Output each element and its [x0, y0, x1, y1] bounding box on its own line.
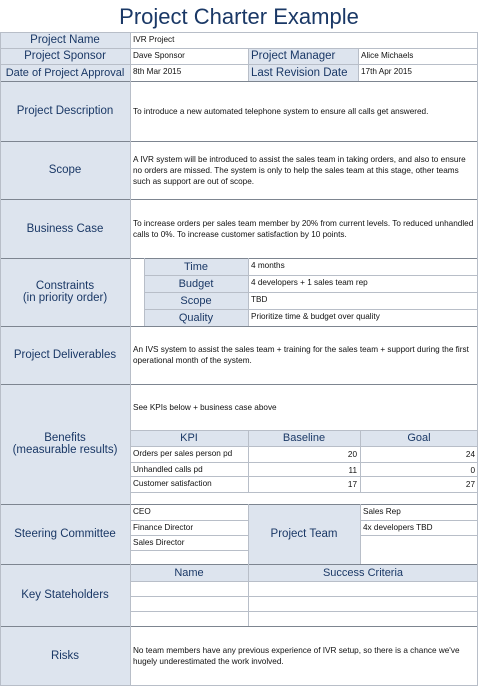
section-divider	[0, 199, 478, 200]
project-manager-label: Project Manager	[248, 48, 358, 64]
benefits-intro: See KPIs below + business case above	[133, 402, 277, 412]
constraint-name: Scope	[144, 292, 248, 309]
key-stakeholders-label: Key Stateholders	[0, 564, 130, 626]
constraints-label-line1: Constraints	[35, 280, 95, 292]
section-divider	[0, 626, 478, 627]
business-case-value: To increase orders per sales team member by 20% from current levels. To reduced unhandled calls to 0%. To increase customer satisfaction by 10 points.	[133, 218, 474, 239]
constraint-value: 4 months	[251, 261, 285, 270]
steering-member: Finance Director	[133, 523, 194, 532]
kpi-baseline: 17	[347, 480, 357, 489]
grid-line	[144, 292, 478, 293]
grid-line	[248, 564, 249, 626]
grid-line	[130, 520, 248, 521]
grid-line	[130, 611, 478, 612]
kpi-header: KPI	[130, 430, 248, 446]
kpi-goal: 0	[470, 466, 475, 475]
grid-line	[130, 492, 478, 493]
grid-line	[144, 275, 478, 276]
kpi-goal: 27	[465, 480, 475, 489]
constraint-name: Time	[144, 258, 248, 275]
risks-label: Risks	[0, 626, 130, 686]
constraint-value: 4 developers + 1 sales team rep	[251, 278, 368, 287]
project-name-value: IVR Project	[133, 35, 175, 44]
grid-line	[130, 581, 478, 582]
scope-label: Scope	[0, 141, 130, 199]
benefits-label	[0, 384, 130, 504]
project-name-label: Project Name	[0, 32, 130, 48]
grid-line	[360, 520, 478, 521]
section-divider	[0, 384, 478, 385]
section-divider	[0, 141, 478, 142]
baseline-header: Baseline	[248, 430, 360, 446]
constraints-label-line2: (in priority order)	[22, 292, 108, 304]
project-description-value: To introduce a new automated telephone system to ensure all calls get answered.	[133, 106, 429, 116]
constraint-name: Budget	[144, 275, 248, 292]
constraint-value: TBD	[251, 295, 268, 304]
kpi-baseline: 11	[348, 466, 357, 475]
grid-line	[248, 504, 249, 564]
grid-line	[358, 48, 359, 81]
constraint-name: Quality	[144, 309, 248, 326]
approval-date-value: 8th Mar 2015	[133, 67, 182, 76]
project-description-label: Project Description	[0, 81, 130, 141]
risks-value: No team members have any previous experience of IVR setup, so there is a chance we've hugely underestimated the work involved.	[133, 646, 460, 666]
grid-line	[130, 32, 131, 686]
grid-line	[360, 504, 361, 564]
kpi-name: Unhandled calls pd	[133, 465, 203, 474]
kpi-name: Orders per sales person pd	[133, 449, 233, 458]
steering-committee-label: Steering Committee	[0, 504, 130, 564]
grid-line	[130, 596, 478, 597]
grid-line	[248, 48, 249, 81]
revision-date-value: 17th Apr 2015	[361, 67, 412, 76]
grid-line	[0, 48, 478, 49]
grid-line	[130, 535, 248, 536]
team-member: Sales Rep	[363, 507, 401, 516]
grid-line	[0, 32, 1, 686]
grid-line	[130, 446, 478, 447]
project-sponsor-label: Project Sponsor	[0, 48, 130, 64]
benefits-label-line1: Benefits	[44, 432, 86, 444]
benefits-label-line2: (measurable results)	[12, 444, 118, 456]
section-divider	[0, 326, 478, 327]
steering-member: Sales Director	[133, 538, 185, 547]
business-case-label: Business Case	[0, 199, 130, 258]
constraints-left-spacer	[130, 258, 144, 326]
approval-date-label: Date of Project Approval	[0, 64, 130, 81]
deliverables-label: Project Deliverables	[0, 326, 130, 384]
scope-value: A IVR system will be introduced to assist the sales team in taking orders, and also to ensure no orders are missed. The system is only to help the sales team at this stage, other teams such as support are out of scope.	[133, 154, 466, 186]
goal-header: Goal	[360, 430, 478, 446]
steering-member: CEO	[133, 507, 151, 516]
project-team-label: Project Team	[248, 504, 360, 564]
constraints-label	[0, 258, 130, 326]
grid-line	[130, 462, 478, 463]
grid-line	[144, 309, 478, 310]
grid-line	[130, 476, 478, 477]
section-divider	[0, 564, 478, 565]
deliverables-value: An IVS system to assist the sales team + training for the sales team + support during the first operational month of the system.	[133, 345, 469, 365]
section-divider	[0, 258, 478, 259]
project-manager-value: Alice Michaels	[361, 51, 414, 60]
success-criteria-header: Success Criteria	[248, 564, 478, 581]
kpi-goal: 24	[465, 450, 475, 459]
kpi-baseline: 20	[347, 450, 357, 459]
grid-line	[360, 535, 478, 536]
grid-line	[130, 550, 248, 551]
section-divider	[0, 504, 478, 505]
grid-line	[144, 258, 145, 326]
section-divider	[0, 81, 478, 82]
grid-line	[248, 430, 249, 492]
revision-date-label: Last Revision Date	[248, 64, 358, 81]
grid-line	[0, 64, 478, 65]
constraint-value: Prioritize time & budget over quality	[251, 312, 380, 321]
page-title: Project Charter Example	[119, 4, 359, 29]
kpi-name: Customer satisfaction	[133, 479, 212, 488]
stakeholder-name-header: Name	[130, 564, 248, 581]
project-sponsor-value: Dave Sponsor	[133, 51, 185, 60]
grid-line	[248, 258, 249, 326]
grid-line	[130, 430, 478, 431]
team-member: 4x developers TBD	[363, 523, 433, 532]
grid-line	[360, 430, 361, 492]
grid-line	[0, 32, 478, 33]
